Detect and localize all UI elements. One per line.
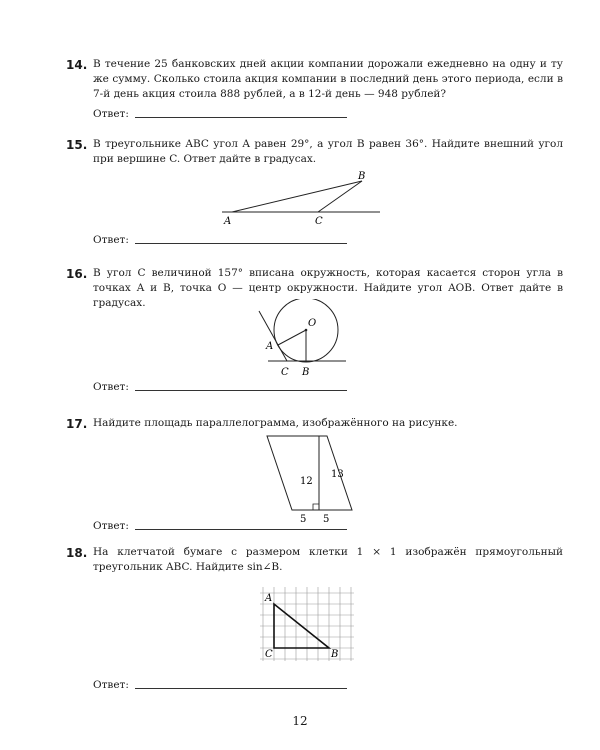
answer-line xyxy=(135,529,347,530)
answer-field[interactable] xyxy=(93,679,347,691)
label-a: A xyxy=(224,216,232,227)
triangle-figure xyxy=(0,170,600,240)
label-side: 13 xyxy=(331,469,344,480)
label-b: B xyxy=(331,649,339,660)
problem-text: В угол C величиной 157° вписана окружность, которая касается сторон угла в точках A и B, точка O — центр окружности. Найдите угол AOB. Ответ дайте в градусах. xyxy=(93,267,563,309)
answer-line xyxy=(135,688,347,689)
problem-number: 14. xyxy=(66,58,88,72)
label-c: C xyxy=(281,367,289,378)
page-number: 12 xyxy=(292,714,308,728)
problem-text: В треугольнике ABC угол A равен 29°, а угол B равен 36°. Найдите внешний угол при вершине C. Ответ дайте в градусах. xyxy=(93,138,563,165)
label-a: A xyxy=(266,341,274,352)
problem-text: Найдите площадь параллелограмма, изображённого на рисунке. xyxy=(93,417,458,429)
answer-label: Ответ: xyxy=(93,520,129,532)
answer-field[interactable] xyxy=(93,520,347,532)
label-c: C xyxy=(265,649,273,660)
answer-field[interactable] xyxy=(93,381,347,393)
radius-oa xyxy=(278,330,306,345)
label-b: B xyxy=(358,171,366,182)
answer-line xyxy=(135,243,347,244)
label-b: B xyxy=(302,367,310,378)
problem-text: На клетчатой бумаге с размером клетки 1 × 1 изображён прямоугольный треугольник ABC. Найдите sin∠B. xyxy=(93,546,563,573)
circle-angle-figure xyxy=(0,299,600,384)
label-base-left: 5 xyxy=(300,514,307,525)
problem-number: 17. xyxy=(66,417,88,431)
answer-label: Ответ: xyxy=(93,381,129,393)
side-ab xyxy=(232,181,362,212)
answer-field[interactable] xyxy=(93,234,347,246)
problem-number: 15. xyxy=(66,138,88,152)
answer-label: Ответ: xyxy=(93,679,129,691)
answer-label: Ответ: xyxy=(93,108,129,120)
label-height: 12 xyxy=(300,476,313,487)
answer-field[interactable] xyxy=(93,108,347,120)
answer-line xyxy=(135,390,347,391)
label-base-right: 5 xyxy=(323,514,330,525)
parallelogram-figure xyxy=(0,427,600,527)
label-o: O xyxy=(308,318,317,329)
tangent-side xyxy=(259,311,287,361)
answer-line xyxy=(135,117,347,118)
problem-number: 18. xyxy=(66,546,88,560)
side-cb xyxy=(318,181,362,212)
answer-label: Ответ: xyxy=(93,234,129,246)
right-angle-mark xyxy=(313,504,319,510)
problem-text: В течение 25 банковских дней акции компании дорожали ежедневно на одну и ту же сумму. Сколько стоила акция компании в последний день этого периода, если в 7-й день акция стоила 888 рублей, а в 12-й день — 948 рублей? xyxy=(93,58,563,100)
problem-number: 16. xyxy=(66,267,88,281)
label-c: C xyxy=(315,216,323,227)
label-a: A xyxy=(265,593,273,604)
